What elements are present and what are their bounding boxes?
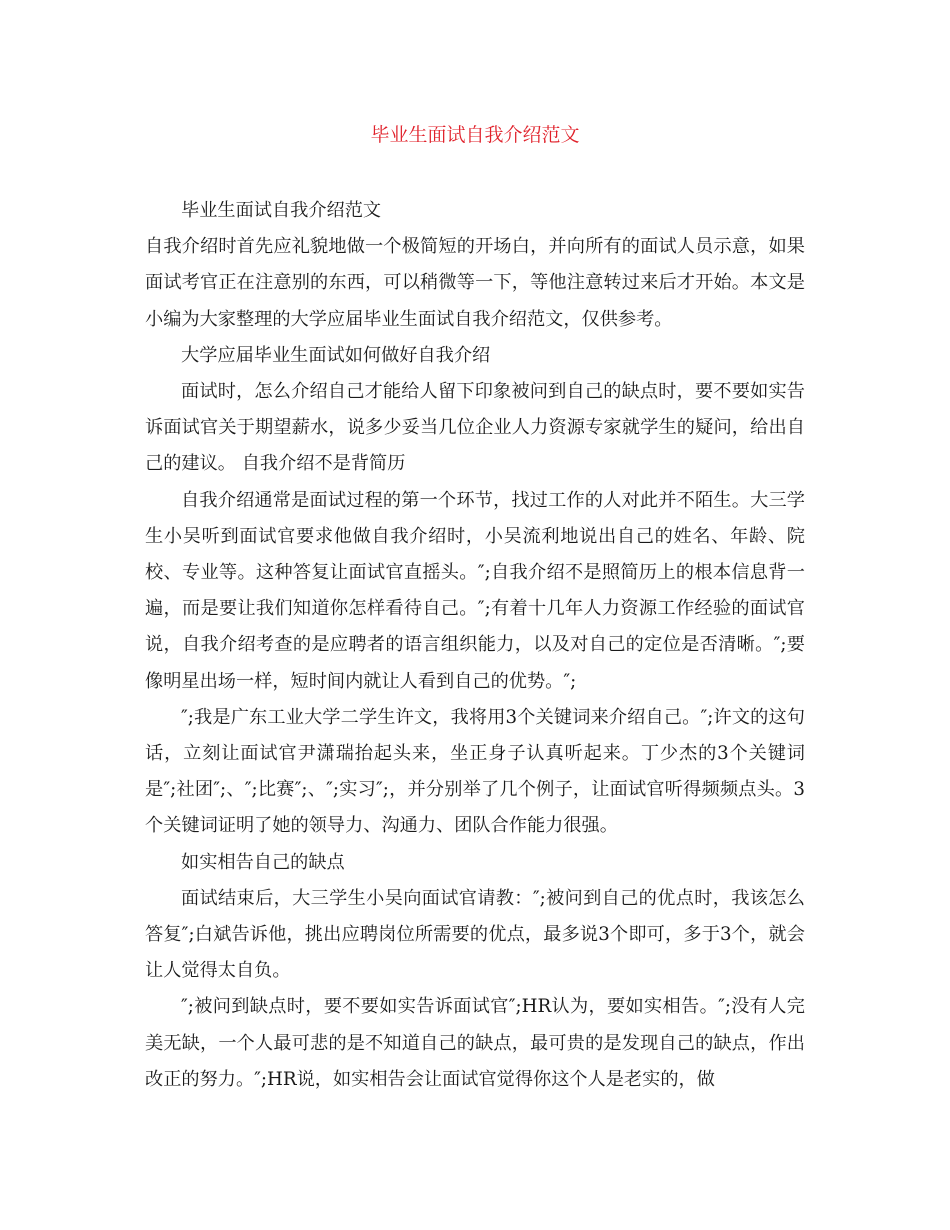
paragraph-strengths-answer: 面试结束后，大三学生小吴向面试官请教：″;被问到自己的优点时，我该怎么答复″;白斌告诉他，挑出应聘岗位所需要的优点，最多说3个即可，多于3个，就会让人觉得太自负。: [145, 887, 805, 982]
document-title: 毕业生面试自我介绍范文: [370, 124, 580, 146]
paragraph-weaknesses-answer: ″;被问到缺点时，要不要如实告诉面试官″;HR认为，要如实相告。″;没有人完美无缺，一个人最可悲的是不知道自己的缺点，最可贵的是发现自己的缺点，作出改正的努力。″;HR说，如实相告会让面试官觉得你这个人是老实的，做: [145, 996, 805, 1090]
document-body: [145, 193, 805, 1098]
section-heading-how-to: 大学应届毕业生面试如何做好自我介绍: [181, 344, 491, 366]
paragraph-interview-questions: 面试时，怎么介绍自己才能给人留下印象被问到自己的缺点时，要不要如实告诉面试官关于期望薪水，说多少妥当几位企业人力资源专家就学生的疑问，给出自己的建议。 自我介绍不是背简历: [145, 381, 805, 475]
paragraph-self-intro-first-step: 自我介绍通常是面试过程的第一个环节，找过工作的人对此并不陌生。大三学生小吴听到面试官要求他做自我介绍时，小吴流利地说出自己的姓名、年龄、院校、专业等。这种答复让面试官直摇头。″;自我介绍不是照简历上的根本信息背一遍，而是要让我们知道你怎样看待自己。″;有着十几年人力资源工作经验的面试官说，自我介绍考查的是应聘者的语言组织能力，以及对自己的定位是否清晰。″;要像明星出场一样，短时间内就让人看到自己的优势。″;: [145, 489, 805, 692]
paragraph-intro: 自我介绍时首先应礼貌地做一个极简短的开场白，并向所有的面试人员示意，如果面试考官正在注意别的东西，可以稍微等一下，等他注意转过来后才开始。本文是小编为大家整理的大学应届毕业生面试自我介绍范文，仅供参考。: [145, 236, 805, 330]
section-heading-shortcomings: 如实相告自己的缺点: [181, 851, 345, 873]
paragraph-three-keywords: ″;我是广东工业大学二学生许文，我将用3个关键词来介绍自己。″;许文的这句话，立刻让面试官尹潇瑞抬起头来，坐正身子认真听起来。丁少杰的3个关键词是″;社团″;、″;比赛″;、″;实习″;，并分别举了几个例子，让面试官听得频频点头。3个关键词证明了她的领导力、沟通力、团队合作能力很强。: [145, 706, 805, 837]
paragraph-subtitle: 毕业生面试自我介绍范文: [181, 200, 382, 221]
